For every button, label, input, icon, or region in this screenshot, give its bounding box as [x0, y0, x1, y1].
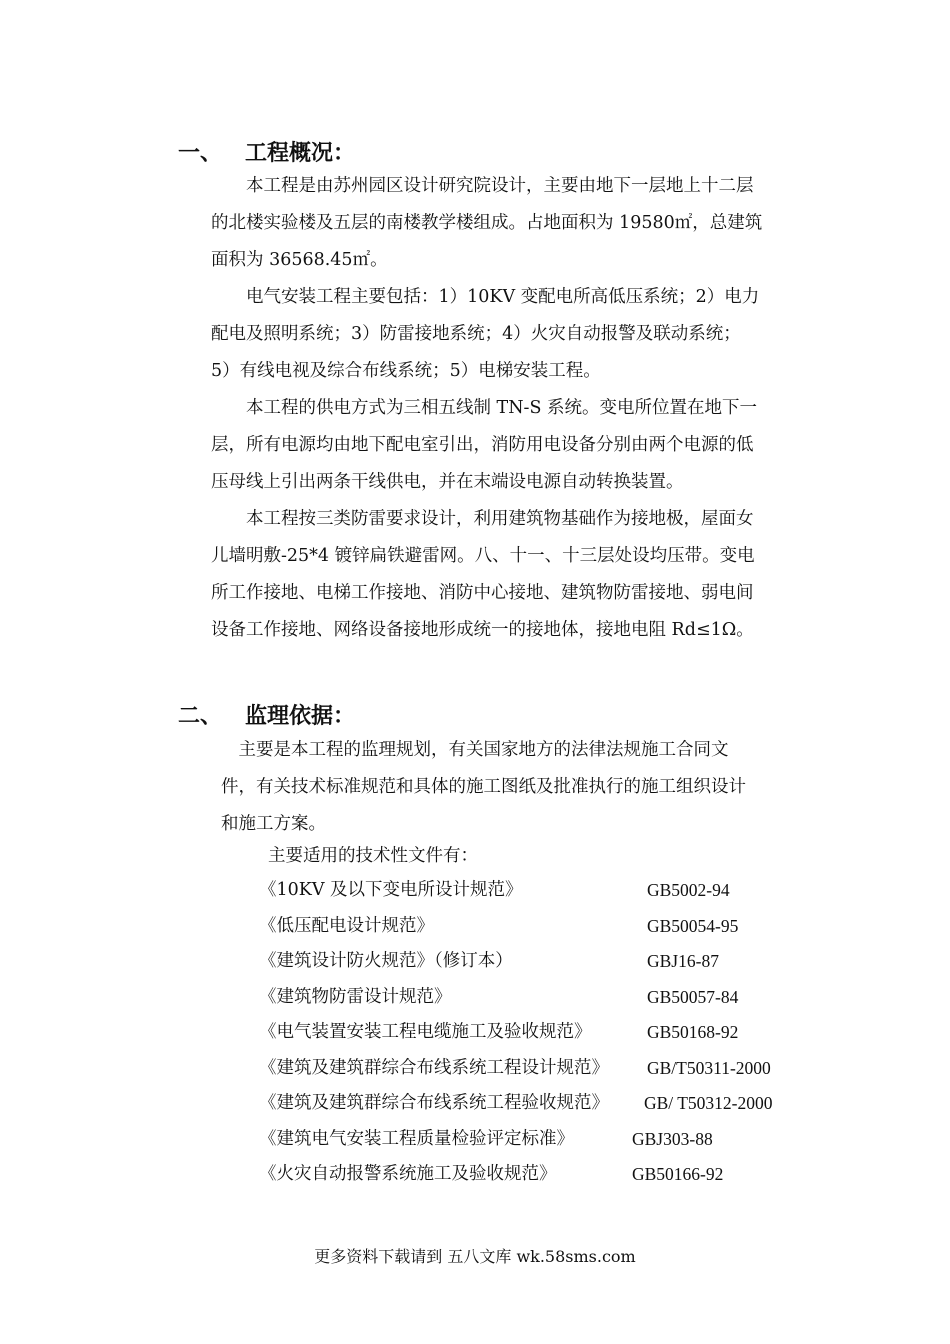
- section1-title: 工程概况：: [245, 141, 356, 166]
- basis-paragraph: [221, 732, 811, 843]
- standard-item: [259, 873, 819, 909]
- standard-code: GB/T50311-2000: [647, 1057, 771, 1078]
- overview-paragraph-3: [211, 390, 811, 501]
- overview-paragraph-1: [211, 168, 811, 279]
- standard-item: [259, 944, 819, 980]
- standard-code: GB50057-84: [647, 986, 739, 1007]
- text-line: 设备工作接地、网络设备接地形成统一的接地体，接地电阻 Rd≤1Ω。: [211, 620, 754, 640]
- standard-title: 《10KV 及以下变电所设计规范》: [259, 880, 523, 900]
- text-line: 和施工方案。: [221, 814, 326, 834]
- standard-item: [259, 1015, 819, 1051]
- standard-item: [259, 1051, 819, 1087]
- standard-title: 《建筑设计防火规范》（修订本）: [259, 951, 513, 971]
- text-line: 件，有关技术标准规范和具体的施工图纸及批准执行的施工组织设计: [221, 777, 746, 797]
- section2-number: 二、: [178, 704, 223, 729]
- section2-heading: [178, 699, 355, 730]
- text-line: 的北楼实验楼及五层的南楼教学楼组成。占地面积为 19580㎡，总建筑: [211, 213, 763, 233]
- text-line: 本工程的供电方式为三相五线制 TN-S 系统。变电所位置在地下一: [211, 398, 758, 418]
- standard-code: GB50168-92: [647, 1022, 739, 1042]
- text-line: 压母线上引出两条干线供电，并在末端设电源自动转换装置。: [211, 472, 684, 492]
- standard-code: GBJ16-87: [647, 951, 719, 971]
- standard-title: 《建筑电气安装工程质量检验评定标准》: [259, 1128, 574, 1149]
- standards-list: [259, 873, 819, 1193]
- text-line: 配电及照明系统；3）防雷接地系统；4）火灾自动报警及联动系统；: [211, 324, 741, 344]
- standard-title: 《低压配电设计规范》: [259, 915, 434, 936]
- standard-item: [259, 1157, 819, 1193]
- section1-number: 一、: [178, 141, 223, 166]
- overview-paragraph-4: [211, 501, 811, 649]
- text-line: 电气安装工程主要包括：1）10KV 变配电所高低压系统；2）电力: [211, 287, 760, 307]
- text-line: 面积为 36568.45㎡。: [211, 250, 388, 270]
- standard-code: GB50054-95: [647, 915, 739, 936]
- text-line: 主要是本工程的监理规划，有关国家地方的法律法规施工合同文: [221, 740, 729, 760]
- standard-title: 《火灾自动报警系统施工及验收规范》: [259, 1164, 557, 1184]
- text-line: 本工程按三类防雷要求设计，利用建筑物基础作为接地极，屋面女: [211, 509, 754, 529]
- footer-text: 更多资料下载请到 五八文库 wk.58sms.com: [314, 1247, 636, 1266]
- standard-title: 《电气装置安装工程电缆施工及验收规范》: [259, 1022, 592, 1042]
- standard-code: GBJ303-88: [632, 1128, 713, 1149]
- standard-title: 《建筑物防雷设计规范》: [259, 986, 452, 1007]
- standard-item: [259, 909, 819, 945]
- standards-intro: 主要适用的技术性文件有：: [268, 846, 478, 866]
- text-line: 儿墙明敷-25*4 镀锌扁铁避雷网。八、十一、十三层处设均压带。变电: [211, 546, 755, 566]
- standard-code: GB5002-94: [647, 880, 730, 900]
- standard-title: 《建筑及建筑群综合布线系统工程设计规范》: [259, 1057, 609, 1078]
- section2-title: 监理依据：: [245, 704, 356, 729]
- section1-heading: [178, 136, 355, 167]
- overview-paragraph-2: [211, 279, 811, 390]
- text-line: 5）有线电视及综合布线系统；5）电梯安装工程。: [211, 361, 601, 381]
- text-line: 层，所有电源均由地下配电室引出，消防用电设备分别由两个电源的低: [211, 435, 754, 455]
- standard-code: GB/ T50312-2000: [644, 1093, 773, 1113]
- standard-item: [259, 1122, 819, 1158]
- standard-code: GB50166-92: [632, 1164, 724, 1184]
- standard-item: [259, 1086, 819, 1122]
- text-line: 所工作接地、电梯工作接地、消防中心接地、建筑物防雷接地、弱电间: [211, 583, 754, 603]
- text-line: 本工程是由苏州园区设计研究院设计，主要由地下一层地上十二层: [211, 176, 754, 196]
- standard-title: 《建筑及建筑群综合布线系统工程验收规范》: [259, 1093, 609, 1113]
- standard-item: [259, 980, 819, 1016]
